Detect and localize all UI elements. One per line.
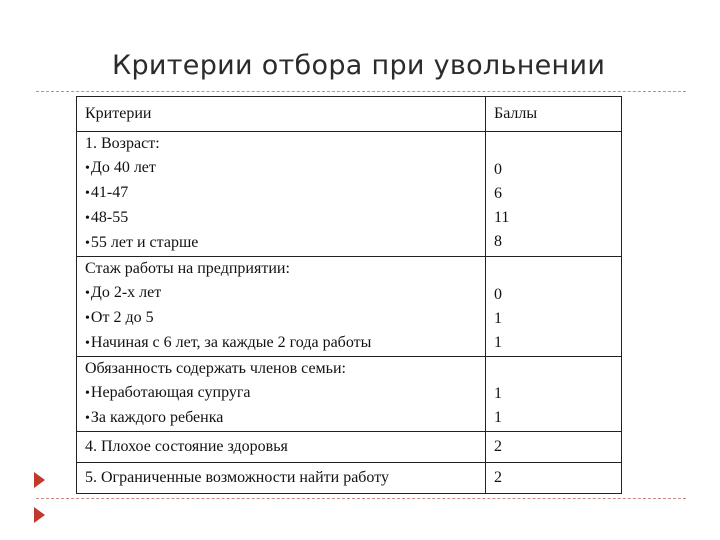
- score-value: 1: [494, 309, 502, 327]
- table-row: [77, 463, 622, 494]
- criteria-cell: 4. Плохое состояние здоровья: [77, 432, 486, 463]
- section-heading: 1. Возраст:: [85, 135, 160, 152]
- criteria-cell: [77, 357, 486, 432]
- score-value: 6: [494, 185, 502, 202]
- list-item: • 55 лет и старше: [85, 231, 477, 256]
- table-row: [77, 132, 622, 257]
- list-item: • Неработающая супруга: [85, 381, 477, 406]
- score-cell: [486, 357, 622, 432]
- score-cell: [486, 132, 622, 257]
- score-value: 11: [494, 209, 510, 226]
- list-item: • 41-47: [85, 181, 477, 206]
- list-item: • За каждого ребенка: [85, 406, 477, 431]
- criteria-cell: [77, 257, 486, 357]
- list-item: • От 2 до 5: [85, 306, 477, 331]
- slide-title: Критерии отбора при увольнении: [112, 50, 606, 81]
- criteria-table: [76, 96, 622, 494]
- list-item: • 48-55: [85, 206, 477, 231]
- score-value: 1: [494, 409, 502, 426]
- header-score: Баллы: [486, 97, 622, 132]
- score-value: 0: [494, 285, 502, 303]
- title-divider: [36, 91, 686, 92]
- list-item: • До 2-х лет: [85, 281, 477, 306]
- arrow-bullet-icon: [34, 472, 45, 488]
- score-value: 0: [494, 161, 502, 178]
- list-item: • До 40 лет: [85, 156, 477, 181]
- criteria-cell: 5. Ограниченные возможности найти работу: [77, 463, 486, 494]
- score-value: 8: [494, 233, 502, 250]
- table-row: [77, 257, 622, 357]
- table-row: [77, 432, 622, 463]
- header-criteria: Критерии: [77, 97, 486, 132]
- score-value: 1: [494, 385, 502, 402]
- arrow-bullet-icon: [34, 507, 45, 523]
- criteria-cell: [77, 132, 486, 257]
- bottom-divider: [36, 498, 686, 499]
- table-header-row: [77, 97, 622, 132]
- section-heading: Обязанность содержать членов семьи:: [85, 360, 346, 377]
- score-cell: 2: [486, 463, 622, 494]
- score-cell: 2: [486, 432, 622, 463]
- section-heading: Стаж работы на предприятии:: [85, 260, 290, 277]
- score-value: 1: [494, 333, 502, 351]
- table-row: [77, 357, 622, 432]
- score-cell: [486, 257, 622, 357]
- list-item: • Начиная с 6 лет, за каждые 2 года работы: [85, 331, 477, 356]
